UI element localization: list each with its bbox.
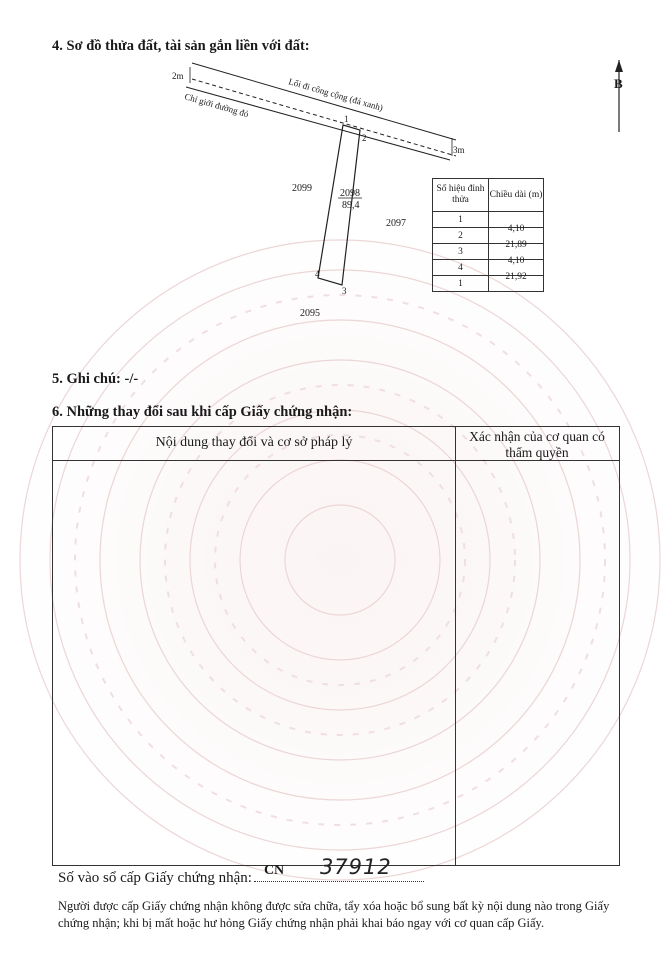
length-cell: 4,10	[489, 228, 544, 244]
neighbor-2095: 2095	[300, 308, 320, 319]
vertex-2-label: 2	[362, 133, 367, 143]
column-header-length: Chiều dài (m)	[489, 179, 544, 212]
length-cell: 21,92	[489, 276, 544, 292]
neighbor-2097: 2097	[386, 218, 406, 229]
table-row	[433, 276, 544, 292]
vertex-cell: 3	[433, 244, 489, 260]
section-6-heading: 6. Những thay đổi sau khi cấp Giấy chứng nhận:	[52, 404, 353, 420]
vertex-1-label: 1	[344, 114, 349, 124]
vertex-3-label: 3	[342, 286, 347, 296]
vertex-cell: 2	[433, 228, 489, 244]
registry-label: Số vào sổ cấp Giấy chứng nhận:	[58, 870, 252, 886]
segment-length-table	[432, 178, 544, 292]
column-header-confirmation: Xác nhận của cơ quan có thẩm quyền	[469, 429, 605, 460]
column-header-content: Nội dung thay đổi và cơ sở pháp lý	[155, 435, 353, 450]
vertex-cell: 4	[433, 260, 489, 276]
north-label: B	[614, 76, 623, 91]
registry-number-field	[254, 855, 424, 882]
vertex-cell: 1	[433, 276, 489, 292]
width-2m-label: 2m	[172, 71, 184, 81]
footer-note: Người được cấp Giấy chứng nhận không được sửa chữa, tẩy xóa hoặc bổ sung bất kỳ nội dung nào trong Giấy chứng nhận; khi bị mất hoặc hư hỏng Giấy chứng nhận phải khai báo ngay với cơ quan cấp Giấy.	[58, 899, 610, 930]
land-plot-diagram	[0, 0, 671, 330]
vertex-cell: 1	[433, 212, 489, 228]
column-divider	[455, 427, 456, 865]
neighbor-2099: 2099	[292, 183, 312, 194]
vertex-4-label: 4	[315, 269, 320, 279]
length-cell: 4,10	[489, 260, 544, 276]
road-label: Lối đi công cộng (đá xanh)	[287, 76, 385, 113]
north-arrow-icon	[605, 58, 635, 138]
parcel-number: 2098	[340, 188, 360, 199]
column-header-vertex: Số hiệu đỉnh thửa	[433, 179, 489, 212]
section-5-heading: 5. Ghi chú: -/-	[52, 371, 139, 387]
registry-number: 37912	[319, 855, 392, 879]
changes-table	[52, 426, 620, 866]
section-4-heading: 4. Sơ đồ thửa đất, tài sản gắn liền với đất:	[52, 38, 310, 54]
parcel-area: 89,4	[342, 200, 360, 211]
registry-line	[58, 855, 424, 887]
boundary-label: Chỉ giới đường đỏ	[183, 91, 250, 120]
length-cell: 21,89	[489, 244, 544, 260]
width-3m-label: 3m	[453, 145, 465, 155]
registry-prefix: CN	[263, 863, 285, 878]
